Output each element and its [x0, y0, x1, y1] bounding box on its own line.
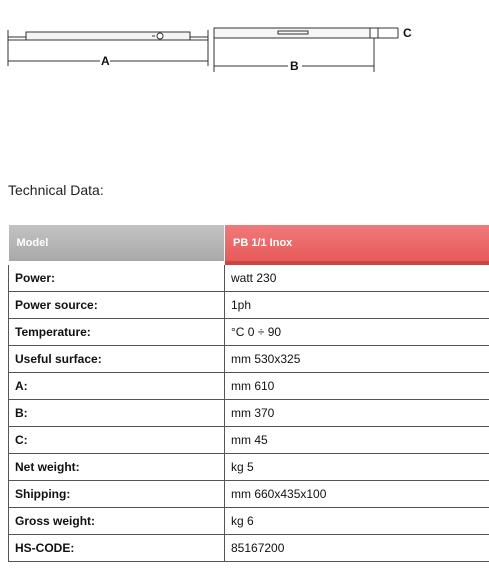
row-label: Power source:	[9, 292, 225, 319]
dimension-drawing	[0, 0, 489, 80]
section-title: Technical Data:	[8, 182, 104, 198]
dim-label-c: C	[403, 26, 412, 40]
row-label: HS-CODE:	[9, 535, 225, 562]
table-row	[9, 454, 489, 481]
table-row	[9, 481, 489, 508]
row-value: kg 5	[225, 454, 489, 481]
row-label: Shipping:	[9, 481, 225, 508]
row-value: °C 0 ÷ 90	[225, 319, 489, 346]
table-row	[9, 292, 489, 319]
row-label: Gross weight:	[9, 508, 225, 535]
table-row	[9, 373, 489, 400]
row-value: 85167200	[225, 535, 489, 562]
row-value: 1ph	[225, 292, 489, 319]
row-value: mm 610	[225, 373, 489, 400]
row-label: Net weight:	[9, 454, 225, 481]
row-label: Useful surface:	[9, 346, 225, 373]
row-value: mm 370	[225, 400, 489, 427]
side-view	[214, 28, 398, 72]
table-row	[9, 319, 489, 346]
table-row	[9, 263, 489, 292]
row-label: A:	[9, 373, 225, 400]
row-value: mm 660x435x100	[225, 481, 489, 508]
table-row	[9, 427, 489, 454]
table-row	[9, 400, 489, 427]
table-row	[9, 535, 489, 562]
header-model: Model	[9, 225, 225, 263]
table-row	[9, 346, 489, 373]
row-label: C:	[9, 427, 225, 454]
table-row	[9, 508, 489, 535]
row-label: Temperature:	[9, 319, 225, 346]
row-label: B:	[9, 400, 225, 427]
dim-label-a: A	[101, 54, 110, 68]
row-value: watt 230	[225, 263, 489, 292]
technical-data-table	[8, 225, 489, 562]
row-value: mm 530x325	[225, 346, 489, 373]
table-header-row	[9, 225, 489, 263]
header-product: PB 1/1 Inox	[225, 225, 489, 263]
dim-label-b: B	[290, 59, 299, 73]
row-value: mm 45	[225, 427, 489, 454]
row-label: Power:	[9, 263, 225, 292]
row-value: kg 6	[225, 508, 489, 535]
